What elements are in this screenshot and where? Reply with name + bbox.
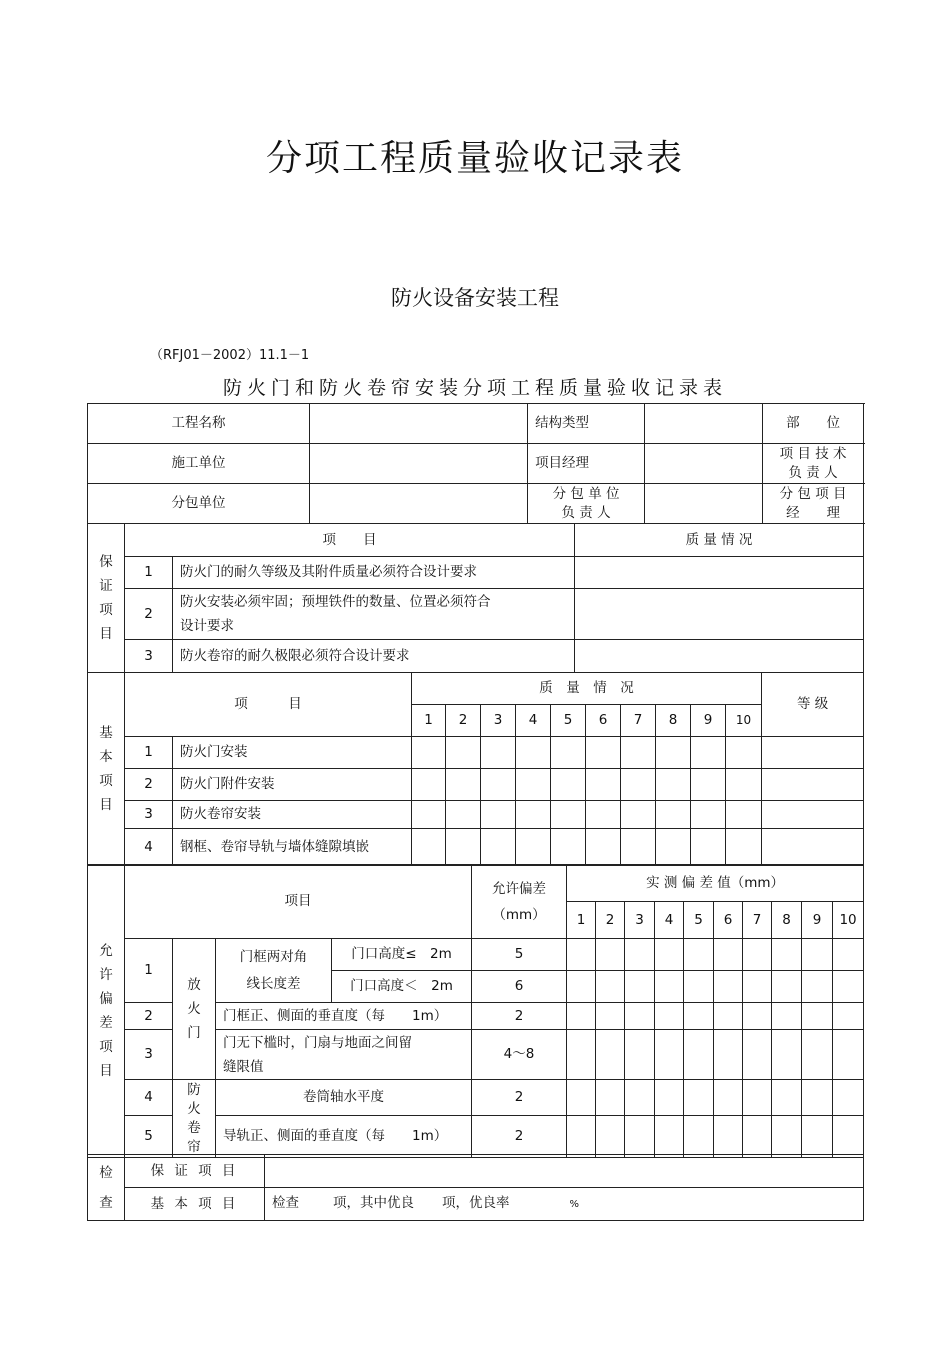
page-subtitle: 防火设备安装工程 bbox=[391, 286, 559, 310]
guarantee-no: 1 bbox=[125, 557, 173, 589]
basic-row-4 bbox=[88, 829, 864, 866]
tol-sub-label: 门口高度≤ 2m bbox=[332, 939, 472, 971]
fire-door-group-label: 放 火 门 bbox=[173, 939, 216, 1080]
guarantee-quality-cell[interactable] bbox=[575, 589, 864, 640]
subcontractor-value[interactable] bbox=[310, 484, 528, 524]
guarantee-no: 2 bbox=[125, 589, 173, 640]
tol-allow-value: 4～8 bbox=[472, 1030, 567, 1080]
basic-row-3 bbox=[88, 801, 864, 829]
basic-grade-header: 等 级 bbox=[762, 673, 864, 737]
basic-grade-cell[interactable] bbox=[762, 829, 864, 866]
tolerance-measured-header: 实 测 偏 差 值（mm） bbox=[567, 865, 864, 902]
structure-type-value[interactable] bbox=[645, 404, 763, 444]
guarantee-row-2 bbox=[88, 589, 864, 640]
tol-no: 2 bbox=[125, 1003, 173, 1030]
guarantee-header-row bbox=[88, 524, 864, 557]
tol-allow-value: 2 bbox=[472, 1116, 567, 1158]
basic-no: 3 bbox=[125, 801, 173, 829]
basic-col-num: 1 bbox=[412, 705, 446, 737]
header-row-2 bbox=[88, 444, 864, 484]
tol-text: 门无下槛时，门扇与地面之间留 缝限值 bbox=[216, 1030, 472, 1080]
project-manager-label: 项目经理 bbox=[528, 444, 645, 484]
basic-text: 钢框、卷帘导轨与墙体缝隙填嵌 bbox=[173, 829, 412, 866]
basic-col-num: 3 bbox=[481, 705, 516, 737]
tol-col-num: 1 bbox=[567, 902, 596, 939]
inspection-guarantee-label: 保 证 项 目 bbox=[125, 1155, 265, 1188]
guarantee-quality-cell[interactable] bbox=[575, 557, 864, 589]
subcontractor-label: 分包单位 bbox=[88, 484, 310, 524]
sub-lead-label: 分 包 单 位 负 责 人 bbox=[528, 484, 645, 524]
tolerance-header-row bbox=[88, 865, 864, 902]
tolerance-allow-header: 允许偏差 （mm） bbox=[472, 865, 567, 939]
tol-col-num: 4 bbox=[655, 902, 684, 939]
tol-col-num: 8 bbox=[772, 902, 802, 939]
basic-item-header: 项 目 bbox=[125, 673, 412, 737]
basic-col-num: 9 bbox=[691, 705, 726, 737]
tol-allow-value: 6 bbox=[472, 971, 567, 1003]
basic-col-num: 4 bbox=[516, 705, 551, 737]
guarantee-item-header: 项 目 bbox=[125, 524, 575, 557]
inspection-row-basic bbox=[88, 1188, 864, 1221]
guarantee-quality-cell[interactable] bbox=[575, 640, 864, 673]
basic-row-1 bbox=[88, 737, 864, 769]
guarantee-items-table bbox=[87, 523, 864, 673]
guarantee-side-label: 保 证 项 目 bbox=[88, 524, 125, 673]
inspection-guarantee-value[interactable] bbox=[265, 1155, 864, 1188]
basic-grade-cell[interactable] bbox=[762, 801, 864, 829]
guarantee-row-1 bbox=[88, 557, 864, 589]
construction-unit-value[interactable] bbox=[310, 444, 528, 484]
fire-shutter-group-label: 防 火 卷 帘 bbox=[173, 1080, 216, 1158]
tol-no: 3 bbox=[125, 1030, 173, 1080]
sub-lead-value[interactable] bbox=[645, 484, 763, 524]
tol-no: 5 bbox=[125, 1116, 173, 1158]
tol-no: 4 bbox=[125, 1080, 173, 1116]
tol-col-num: 9 bbox=[802, 902, 833, 939]
tolerance-table bbox=[87, 864, 864, 1158]
guarantee-quality-header: 质 量 情 况 bbox=[575, 524, 864, 557]
tol-col-num: 10 bbox=[833, 902, 864, 939]
inspection-side-label: 检 查 bbox=[88, 1155, 125, 1221]
tol-allow-value: 2 bbox=[472, 1003, 567, 1030]
basic-row-2 bbox=[88, 769, 864, 801]
basic-text: 防火门安装 bbox=[173, 737, 412, 769]
project-manager-value[interactable] bbox=[645, 444, 763, 484]
guarantee-no: 3 bbox=[125, 640, 173, 673]
inspection-row-guarantee bbox=[88, 1155, 864, 1188]
sub-manager-label: 分 包 项 目 经 理 bbox=[763, 484, 864, 524]
tol-text: 卷筒轴水平度 bbox=[216, 1080, 472, 1116]
basic-items-table bbox=[87, 672, 864, 866]
basic-side-label: 基 本 项 目 bbox=[88, 673, 125, 866]
page-title: 分项工程质量验收记录表 bbox=[265, 138, 684, 179]
basic-col-num: 2 bbox=[446, 705, 481, 737]
basic-col-num: 5 bbox=[551, 705, 586, 737]
basic-no: 2 bbox=[125, 769, 173, 801]
basic-col-num: 6 bbox=[586, 705, 621, 737]
tol-sub-label: 门口高度＜ 2m bbox=[332, 971, 472, 1003]
inspection-basic-label: 基 本 项 目 bbox=[125, 1188, 265, 1221]
basic-text: 防火门附件安装 bbox=[173, 769, 412, 801]
tol-text: 导轨正、侧面的垂直度（每 1m） bbox=[216, 1116, 472, 1158]
tolerance-row-1a bbox=[88, 939, 864, 971]
tolerance-row-4 bbox=[88, 1080, 864, 1116]
basic-grade-cell[interactable] bbox=[762, 737, 864, 769]
diag-length-label: 门框两对角 线长度差 bbox=[216, 939, 332, 1003]
tolerance-item-header: 项目 bbox=[125, 865, 472, 939]
basic-col-num: 10 bbox=[726, 705, 762, 737]
guarantee-text: 防火安装必须牢固；预埋铁件的数量、位置必须符合 设计要求 bbox=[173, 589, 575, 640]
project-name-label: 工程名称 bbox=[88, 404, 310, 444]
tol-col-num: 3 bbox=[625, 902, 655, 939]
tol-col-num: 7 bbox=[743, 902, 772, 939]
tol-col-num: 2 bbox=[596, 902, 625, 939]
construction-unit-label: 施工单位 bbox=[88, 444, 310, 484]
basic-no: 4 bbox=[125, 829, 173, 866]
tol-no: 1 bbox=[125, 939, 173, 1003]
tol-text: 门框正、侧面的垂直度（每 1m） bbox=[216, 1003, 472, 1030]
header-row-3 bbox=[88, 484, 864, 524]
basic-grade-cell[interactable] bbox=[762, 769, 864, 801]
header-row-1 bbox=[88, 404, 864, 444]
basic-col-num: 7 bbox=[621, 705, 656, 737]
basic-header-row bbox=[88, 673, 864, 705]
inspection-form-table bbox=[87, 403, 864, 524]
guarantee-text: 防火门的耐久等级及其附件质量必须符合设计要求 bbox=[173, 557, 575, 589]
tol-col-num: 5 bbox=[684, 902, 714, 939]
guarantee-text: 防火卷帘的耐久极限必须符合设计要求 bbox=[173, 640, 575, 673]
project-name-value[interactable] bbox=[310, 404, 528, 444]
basic-quality-header: 质 量 情 况 bbox=[412, 673, 762, 705]
form-title: 防火门和防火卷帘安装分项工程质量验收记录表 bbox=[222, 377, 727, 399]
tol-col-num: 6 bbox=[714, 902, 743, 939]
tech-lead-label: 项 目 技 术 负 责 人 bbox=[763, 444, 864, 484]
structure-type-label: 结构类型 bbox=[528, 404, 645, 444]
form-code: （RFJ01－2002）11.1－1 bbox=[150, 348, 310, 363]
inspection-basic-value[interactable]: 检查 项，其中优良 项，优良率 % bbox=[265, 1188, 864, 1221]
guarantee-row-3 bbox=[88, 640, 864, 673]
inspection-table bbox=[87, 1154, 864, 1221]
basic-col-num: 8 bbox=[656, 705, 691, 737]
tol-allow-value: 2 bbox=[472, 1080, 567, 1116]
basic-text: 防火卷帘安装 bbox=[173, 801, 412, 829]
location-label: 部 位 bbox=[763, 404, 864, 444]
tol-allow-value: 5 bbox=[472, 939, 567, 971]
tolerance-side-label: 允 许 偏 差 项 目 bbox=[88, 865, 125, 1158]
basic-no: 1 bbox=[125, 737, 173, 769]
